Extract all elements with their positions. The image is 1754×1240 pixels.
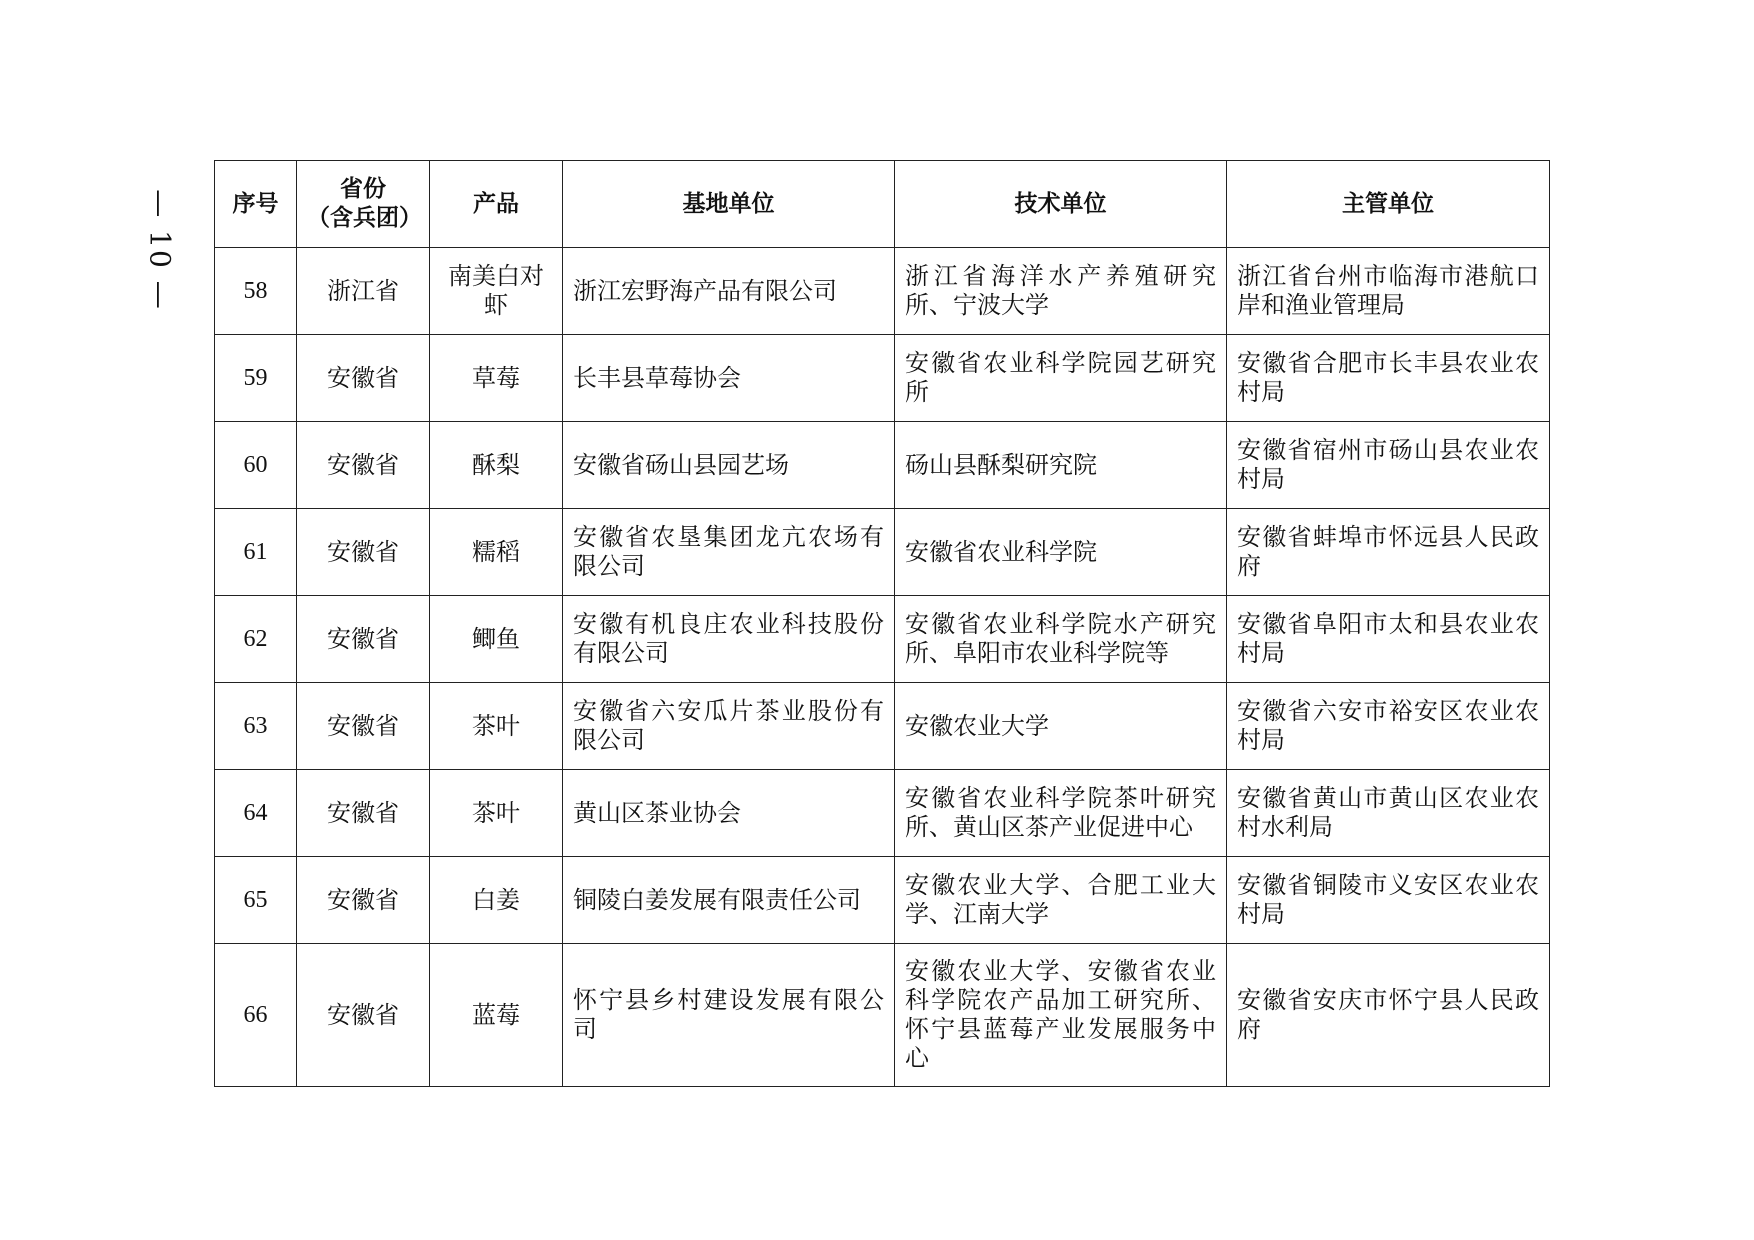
cell-index: 65 [215,857,297,944]
cell-admin-unit: 安徽省合肥市长丰县农业农村局 [1227,335,1550,422]
base-units-table [214,160,1550,1087]
cell-province: 安徽省 [297,770,430,857]
page-number-text: — 10 — [143,189,177,311]
cell-tech-unit: 安徽农业大学 [895,683,1227,770]
cell-base-unit: 黄山区茶业协会 [563,770,895,857]
cell-tech-unit: 砀山县酥梨研究院 [895,422,1227,509]
cell-product: 南美白对虾 [430,248,563,335]
cell-index: 60 [215,422,297,509]
cell-tech-unit: 安徽省农业科学院茶叶研究所、黄山区茶产业促进中心 [895,770,1227,857]
cell-admin-unit: 浙江省台州市临海市港航口岸和渔业管理局 [1227,248,1550,335]
cell-product: 蓝莓 [430,944,563,1087]
table-row [215,422,1550,509]
cell-base-unit: 怀宁县乡村建设发展有限公司 [563,944,895,1087]
cell-province: 安徽省 [297,857,430,944]
cell-admin-unit: 安徽省安庆市怀宁县人民政府 [1227,944,1550,1087]
header-province-line1: 省份 [340,176,386,202]
table-header-row [215,161,1550,248]
header-index: 序号 [215,161,297,248]
cell-admin-unit: 安徽省黄山市黄山区农业农村水利局 [1227,770,1550,857]
cell-tech-unit: 安徽农业大学、安徽省农业科学院农产品加工研究所、怀宁县蓝莓产业发展服务中心 [895,944,1227,1087]
cell-base-unit: 长丰县草莓协会 [563,335,895,422]
cell-province: 安徽省 [297,683,430,770]
cell-province: 安徽省 [297,335,430,422]
table-row [215,683,1550,770]
header-product: 产品 [430,161,563,248]
cell-index: 59 [215,335,297,422]
header-province-line2: （含兵团） [307,205,422,231]
cell-tech-unit: 安徽省农业科学院 [895,509,1227,596]
table-row [215,596,1550,683]
cell-province: 安徽省 [297,509,430,596]
cell-province: 安徽省 [297,422,430,509]
header-admin-unit: 主管单位 [1227,161,1550,248]
cell-base-unit: 安徽有机良庄农业科技股份有限公司 [563,596,895,683]
cell-admin-unit: 安徽省铜陵市义安区农业农村局 [1227,857,1550,944]
cell-tech-unit: 安徽农业大学、合肥工业大学、江南大学 [895,857,1227,944]
table-row [215,248,1550,335]
cell-index: 63 [215,683,297,770]
cell-product: 茶叶 [430,683,563,770]
cell-product: 酥梨 [430,422,563,509]
cell-province: 安徽省 [297,596,430,683]
table-row [215,770,1550,857]
cell-product: 草莓 [430,335,563,422]
cell-index: 66 [215,944,297,1087]
cell-base-unit: 安徽省砀山县园艺场 [563,422,895,509]
cell-product: 鲫鱼 [430,596,563,683]
header-tech-unit: 技术单位 [895,161,1227,248]
cell-tech-unit: 安徽省农业科学院园艺研究所 [895,335,1227,422]
cell-index: 58 [215,248,297,335]
header-base-unit: 基地单位 [563,161,895,248]
cell-tech-unit: 浙江省海洋水产养殖研究所、宁波大学 [895,248,1227,335]
cell-base-unit: 浙江宏野海产品有限公司 [563,248,895,335]
cell-admin-unit: 安徽省宿州市砀山县农业农村局 [1227,422,1550,509]
table-row [215,509,1550,596]
cell-product: 白姜 [430,857,563,944]
cell-province: 浙江省 [297,248,430,335]
page-number [120,180,200,320]
cell-base-unit: 安徽省六安瓜片茶业股份有限公司 [563,683,895,770]
cell-admin-unit: 安徽省阜阳市太和县农业农村局 [1227,596,1550,683]
cell-tech-unit: 安徽省农业科学院水产研究所、阜阳市农业科学院等 [895,596,1227,683]
cell-index: 62 [215,596,297,683]
table-row [215,857,1550,944]
cell-admin-unit: 安徽省蚌埠市怀远县人民政府 [1227,509,1550,596]
cell-product: 茶叶 [430,770,563,857]
header-province [297,161,430,248]
cell-base-unit: 铜陵白姜发展有限责任公司 [563,857,895,944]
cell-base-unit: 安徽省农垦集团龙亢农场有限公司 [563,509,895,596]
cell-admin-unit: 安徽省六安市裕安区农业农村局 [1227,683,1550,770]
cell-index: 61 [215,509,297,596]
cell-product: 糯稻 [430,509,563,596]
table-row [215,335,1550,422]
cell-index: 64 [215,770,297,857]
cell-province: 安徽省 [297,944,430,1087]
table-row [215,944,1550,1087]
